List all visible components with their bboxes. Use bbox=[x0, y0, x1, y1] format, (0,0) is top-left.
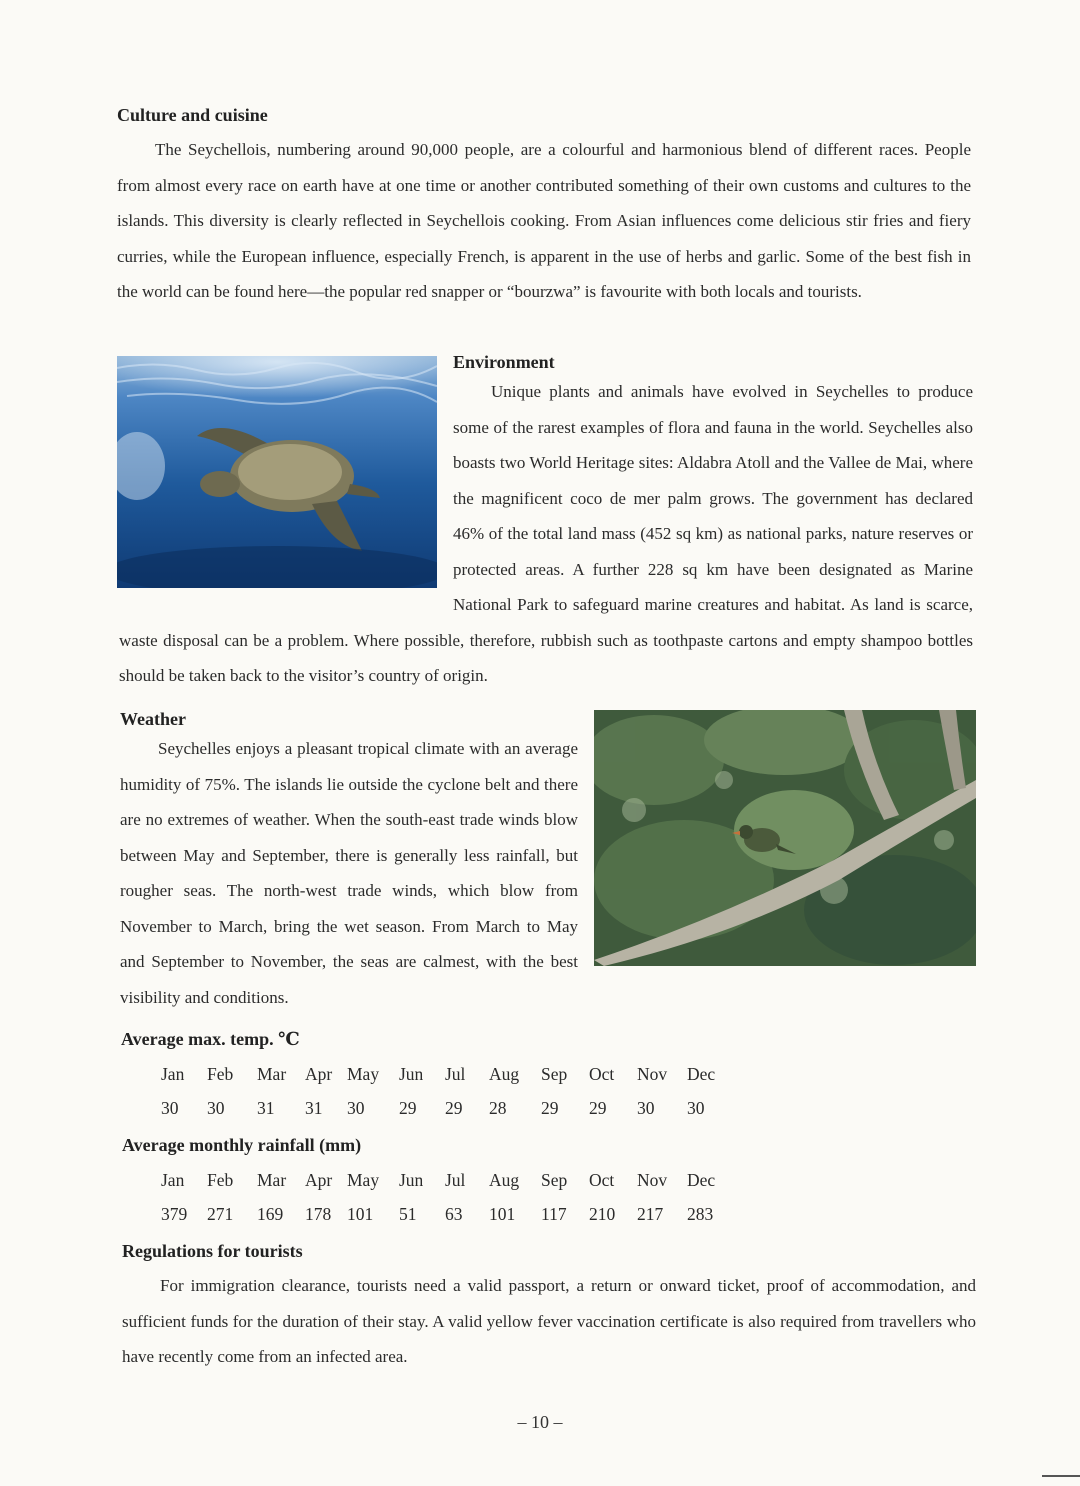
weather-section bbox=[120, 707, 974, 1015]
temp-month: Sep bbox=[541, 1064, 568, 1084]
rain-value: 379 bbox=[161, 1204, 188, 1224]
temperature-heading: Average max. temp. ℃ bbox=[121, 1029, 300, 1049]
temp-month: Oct bbox=[589, 1064, 615, 1084]
environment-section bbox=[119, 350, 973, 694]
rain-month: Sep bbox=[541, 1170, 568, 1190]
rain-value: 63 bbox=[445, 1204, 463, 1224]
rain-month: Aug bbox=[489, 1170, 520, 1190]
rainfall-heading: Average monthly rainfall (mm) bbox=[122, 1135, 362, 1155]
temp-value: 29 bbox=[589, 1098, 607, 1118]
regulations-heading: Regulations for tourists bbox=[122, 1241, 303, 1261]
culture-heading: Culture and cuisine bbox=[117, 105, 268, 125]
page-number: – 10 – bbox=[517, 1412, 563, 1432]
rain-value: 217 bbox=[637, 1204, 664, 1224]
rain-month: Nov bbox=[637, 1170, 668, 1190]
rain-month: May bbox=[347, 1170, 380, 1190]
temp-value: 30 bbox=[637, 1098, 655, 1118]
weather-heading: Weather bbox=[120, 709, 186, 729]
temp-month: Nov bbox=[637, 1064, 668, 1084]
temp-month: Dec bbox=[687, 1064, 716, 1084]
temp-value: 30 bbox=[687, 1098, 705, 1118]
regulations-paragraph: For immigration clearance, tourists need a valid passport, a return or onward ticket, proof of accommodation, and sufficient funds for the duration of their stay. A valid yellow fever vaccination certificate is also required from travellers who have recently come from an infected area. bbox=[122, 1276, 976, 1366]
rain-month: Jun bbox=[399, 1170, 424, 1190]
rain-value: 51 bbox=[399, 1204, 417, 1224]
temp-value: 30 bbox=[161, 1098, 179, 1118]
temp-value: 30 bbox=[347, 1098, 365, 1118]
rain-value: 101 bbox=[347, 1204, 374, 1224]
rain-value: 169 bbox=[257, 1204, 284, 1224]
temp-value: 29 bbox=[399, 1098, 417, 1118]
scan-edge-line bbox=[1042, 1475, 1080, 1477]
temp-value: 29 bbox=[445, 1098, 463, 1118]
rain-month: Jan bbox=[161, 1170, 185, 1190]
rain-month: Apr bbox=[305, 1170, 333, 1190]
temp-month: May bbox=[347, 1064, 380, 1084]
temp-month: Apr bbox=[305, 1064, 333, 1084]
turtle-photo bbox=[117, 356, 437, 588]
environment-paragraph: Unique plants and animals have evolved in Seychelles to produce some of the rarest examples of flora and fauna in the world. Seychelles also boasts two World Heritage sites: Aldabra Atoll and the Vallee de Mai, where the magnificent coco de mer palm grows. The government has declared 46% of the total land mass (452 sq km) as national parks, nature reserves or protected areas. A further 228 sq km have been designated as Marine National Park to safeguard marine creatures and habitat. As land is scarce, waste disposal can be a problem. Where possible, therefore, rubbish such as toothpaste cartons and empty shampoo bottles should be taken back to the visitor’s country of origin. bbox=[119, 382, 973, 685]
rain-value: 178 bbox=[305, 1204, 332, 1224]
temp-value: 31 bbox=[257, 1098, 275, 1118]
temp-month: Feb bbox=[207, 1064, 234, 1084]
temp-value: 31 bbox=[305, 1098, 323, 1118]
temp-month: Jun bbox=[399, 1064, 424, 1084]
bird-on-branch-photo bbox=[594, 710, 976, 966]
temp-month: Aug bbox=[489, 1064, 520, 1084]
temp-month: Jul bbox=[445, 1064, 466, 1084]
rain-value: 210 bbox=[589, 1204, 616, 1224]
rain-value: 101 bbox=[489, 1204, 516, 1224]
temp-value: 29 bbox=[541, 1098, 559, 1118]
temp-month: Mar bbox=[257, 1064, 287, 1084]
temperature-table bbox=[161, 1062, 737, 1120]
rain-value: 117 bbox=[541, 1204, 567, 1224]
environment-heading: Environment bbox=[453, 352, 555, 372]
rain-value: 271 bbox=[207, 1204, 234, 1224]
temp-month: Jan bbox=[161, 1064, 185, 1084]
temp-value: 30 bbox=[207, 1098, 225, 1118]
temp-value: 28 bbox=[489, 1098, 507, 1118]
rain-month: Feb bbox=[207, 1170, 234, 1190]
weather-paragraph: Seychelles enjoys a pleasant tropical climate with an average humidity of 75%. The islands lie outside the cyclone belt and there are no extremes of weather. When the south-east trade winds blow between May and September, there is generally less rainfall, but rougher seas. The north-west trade winds, which blow from November to March, bring the wet season. From March to May and September to November, the seas are calmest, with the best visibility and conditions. bbox=[120, 739, 578, 1007]
culture-paragraph: The Seychellois, numbering around 90,000 people, are a colourful and harmonious blend of different races. People from almost every race on earth have at one time or another contributed something of their own customs and cultures to the islands. This diversity is clearly reflected in Seychellois cooking. From Asian influences come delicious stir fries and fiery curries, while the European influence, especially French, is apparent in the use of herbs and garlic. Some of the best fish in the world can be found here—the popular red snapper or “bourzwa” is favourite with both locals and tourists. bbox=[117, 140, 971, 301]
rainfall-table bbox=[161, 1168, 737, 1226]
rain-month: Jul bbox=[445, 1170, 466, 1190]
rain-month: Dec bbox=[687, 1170, 716, 1190]
rain-value: 283 bbox=[687, 1204, 714, 1224]
rain-month: Mar bbox=[257, 1170, 287, 1190]
rain-month: Oct bbox=[589, 1170, 615, 1190]
